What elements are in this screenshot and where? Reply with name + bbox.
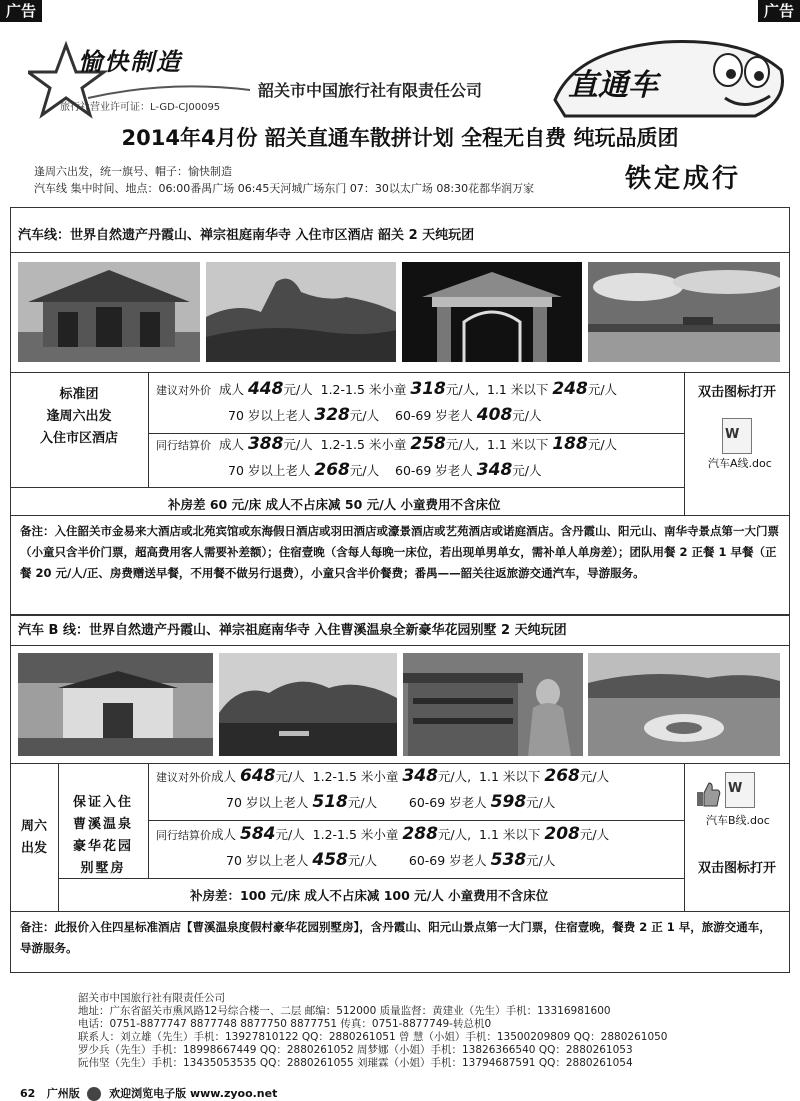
senior60-label: 60-69 岁老人	[395, 463, 473, 478]
train-brand: 直通车	[568, 68, 658, 103]
contact-phone: 电话：0751-8877747 8877748 8877750 8877751 传真：0751-8877749-转总机0	[78, 1018, 492, 1030]
route-b-trade-row-2	[226, 850, 555, 870]
senior70-label: 70 岁以上老人	[226, 795, 309, 810]
child-label: 1.2-1.5 米小童	[320, 437, 407, 452]
child-price: 348	[402, 766, 438, 786]
trade-label: 同行结算价	[156, 829, 211, 842]
unit: 元/人	[526, 853, 556, 868]
footer	[20, 1085, 277, 1101]
infant-label: 1.1 米以下	[487, 437, 549, 452]
route-b-title: 汽车 B 线：世界自然遗产丹霞山、禅宗祖庭南华寺 入住曹溪温泉全新豪华花园别墅 2 天纯玩团	[18, 623, 567, 638]
infant-label: 1.1 米以下	[479, 769, 541, 784]
route-a-note: 备注：入住韶关市金易来大酒店或北苑宾馆或东海假日酒店或羽田酒店或濠景酒店或艺苑酒店或诺庭酒店。含丹霞山、阳元山、南华寺景点第一大门票 （小童只含半价门票，超高费用客人需要补差额）；住宿壹晚（含每人每晚一床位，若出现单男单女，需补单人单房差）；团队用餐 2 正餐 1 早餐（正餐 20 元/人/正、房费赠送早餐，不用餐不做另行退费），小童只含半价餐费；番禺——韶关往返旅游交通汽车，导游服务。	[20, 524, 779, 580]
intro-line-1: 逢周六出发，统一旗号、帽子：愉快制造	[34, 165, 232, 178]
page-number: 62	[20, 1087, 36, 1100]
contact-people-1: 联系人：刘立雄（先生）手机：13927810122 QQ：2880261051 曾 慧（小姐）手机：13500209809 QQ：2880261050	[78, 1031, 668, 1043]
senior70-price: 458	[312, 850, 348, 870]
route-b-suggest-row-1	[156, 766, 609, 786]
company-name: 韶关市中国旅行社有限责任公司	[258, 81, 483, 100]
senior60-price: 408	[476, 405, 513, 425]
hotel-line: 别墅房	[80, 861, 126, 876]
footer-slogan[interactable]: 欢迎浏览电子版 www.zyoo.net	[109, 1087, 278, 1100]
unit: 元/人,	[437, 827, 472, 842]
unit: 元/人	[579, 827, 610, 842]
hotel-line: 豪华花园	[72, 839, 133, 854]
route-a-suggest-row-2	[228, 405, 542, 425]
route-b-departure	[10, 816, 58, 860]
adult-price: 388	[247, 434, 284, 454]
guarantee-badge: 铁定成行	[625, 164, 742, 194]
senior60-price: 598	[490, 792, 527, 812]
senior60-label: 60-69 岁老人	[395, 408, 473, 423]
adult-price: 448	[247, 379, 284, 399]
senior70-price: 268	[314, 460, 350, 480]
adult-label: 成人	[218, 382, 244, 397]
route-a-photo-temple	[18, 262, 200, 362]
unit: 元/人	[283, 437, 313, 452]
route-b-trade-row-1	[156, 824, 609, 844]
route-a-title: 汽车线：世界自然遗产丹霞山、禅宗祖庭南华寺 入住市区酒店 韶关 2 天纯玩团	[18, 228, 475, 243]
edition: 广州版	[46, 1087, 80, 1100]
route-a-trade-row-2	[228, 460, 542, 480]
contact-people-3: 阮伟坚（先生）手机：13435053535 QQ：2880261055 刘璀霖（小姐）手机：13794687591 QQ：2880261054	[78, 1057, 633, 1069]
route-b-photo-resort	[588, 653, 780, 756]
unit: 元/人	[349, 463, 380, 478]
unit: 元/人	[347, 853, 378, 868]
adult-price: 648	[240, 766, 276, 786]
hotel-line: 曹溪温泉	[72, 817, 133, 832]
route-b-photo-statue	[403, 653, 583, 756]
unit: 元/人	[275, 827, 305, 842]
departure-day: 周六	[20, 819, 47, 834]
route-a-open-hint: 双击图标打开	[697, 385, 776, 400]
route-b-photo-lake	[219, 653, 397, 756]
unit: 元/人	[526, 795, 556, 810]
infant-price: 248	[552, 379, 588, 399]
unit: 元/人,	[445, 382, 480, 397]
route-a-photo-danxia	[206, 262, 396, 362]
senior70-label: 70 岁以上老人	[228, 408, 311, 423]
senior60-price: 348	[476, 460, 513, 480]
route-b-suggest-row-2	[226, 792, 555, 812]
hotel-line: 保证入住	[72, 795, 133, 810]
route-a-surcharge: 补房差 60 元/床 成人不占床减 50 元/人 小童费用不含床位	[168, 497, 501, 512]
unit: 元/人	[283, 382, 313, 397]
route-b-surcharge: 补房差：100 元/床 成人不占床减 100 元/人 小童费用不含床位	[190, 888, 549, 903]
adult-price: 584	[240, 824, 276, 844]
child-price: 258	[410, 434, 446, 454]
route-b-doc-icon[interactable]: W	[725, 772, 755, 808]
header	[20, 30, 790, 130]
ad-tag-left: 广告	[0, 0, 42, 22]
child-price: 288	[402, 824, 438, 844]
senior60-label: 60-69 岁老人	[408, 795, 487, 810]
unit: 元/人	[587, 382, 618, 397]
senior70-label: 70 岁以上老人	[228, 463, 311, 478]
senior60-label: 60-69 岁老人	[408, 853, 487, 868]
adult-label: 成人	[211, 769, 237, 784]
adult-label: 成人	[218, 437, 244, 452]
route-b-hotel-info	[58, 792, 148, 880]
route-a-photo-river	[588, 262, 780, 362]
contact-address: 地址：广东省韶关市熏风路12号综合楼一、二层 邮编：512000 质量监督：黄建业（先生）手机：13316981600	[78, 1005, 611, 1017]
route-b-open-hint: 双击图标打开	[697, 861, 776, 876]
senior70-price: 328	[314, 405, 350, 425]
route-b-doc-name[interactable]: 汽车B线.doc	[706, 814, 770, 827]
departure-day: 逢周六出发	[46, 409, 112, 424]
route-a-trade-row-1	[156, 434, 617, 454]
route-a-photo-night-arch	[402, 262, 582, 362]
route-a-doc-icon[interactable]: W	[722, 418, 752, 454]
infant-price: 208	[544, 824, 580, 844]
route-a-group-info	[10, 384, 148, 450]
thumbs-up-icon	[695, 780, 721, 808]
suggest-label: 建议对外价	[156, 771, 211, 784]
unit: 元/人	[512, 408, 542, 423]
infant-label: 1.1 米以下	[479, 827, 541, 842]
hotel-info: 入住市区酒店	[39, 431, 118, 446]
infant-price: 188	[552, 434, 588, 454]
unit: 元/人	[512, 463, 542, 478]
child-price: 318	[410, 379, 446, 399]
ad-tag-right: 广告	[758, 0, 800, 22]
unit: 元/人	[347, 795, 378, 810]
unit: 元/人,	[437, 769, 472, 784]
license-number: 旅行社营业许可证：L-GD-CJ00095	[60, 102, 221, 113]
child-label: 1.2-1.5 米小童	[312, 769, 399, 784]
route-a-suggest-row-1	[156, 379, 617, 399]
trade-label: 同行结算价	[156, 439, 211, 452]
departure-word: 出发	[20, 841, 47, 856]
child-label: 1.2-1.5 米小童	[312, 827, 399, 842]
unit: 元/人,	[445, 437, 480, 452]
infant-price: 268	[544, 766, 580, 786]
route-b-note: 备注：此报价入住四星标准酒店【曹溪温泉度假村豪华花园别墅房】，含丹霞山、阳元山景点第一大门票，住宿壹晚，餐费 2 正 1 早，旅游交通车，导游服务。	[20, 920, 771, 955]
senior70-price: 518	[312, 792, 348, 812]
suggest-label: 建议对外价	[156, 384, 211, 397]
senior60-price: 538	[490, 850, 527, 870]
brand-name: 愉快制造	[78, 48, 182, 76]
unit: 元/人	[349, 408, 380, 423]
senior70-label: 70 岁以上老人	[226, 853, 309, 868]
child-label: 1.2-1.5 米小童	[320, 382, 407, 397]
unit: 元/人	[275, 769, 305, 784]
footer-logo-icon	[87, 1087, 101, 1101]
page-title: 2014年4月份 韶关直通车散拼计划 全程无自费 纯玩品质团	[121, 126, 679, 150]
unit: 元/人	[587, 437, 618, 452]
unit: 元/人	[579, 769, 610, 784]
group-type: 标准团	[59, 387, 99, 402]
route-b-photo-gate	[18, 653, 213, 756]
adult-label: 成人	[211, 827, 237, 842]
contact-company: 韶关市中国旅行社有限责任公司	[78, 992, 225, 1004]
infant-label: 1.1 米以下	[487, 382, 549, 397]
intro-line-2: 汽车线 集中时间、地点：06:00番禺广场 06:45天河城广场东门 07：30以太广场 08:30花都华润万家	[34, 182, 535, 195]
route-a-doc-name[interactable]: 汽车A线.doc	[708, 457, 772, 470]
contact-people-2: 罗少兵（先生）手机：18998667449 QQ：2880261052 周梦娜（小姐）手机：13826366540 QQ：2880261053	[78, 1044, 633, 1056]
